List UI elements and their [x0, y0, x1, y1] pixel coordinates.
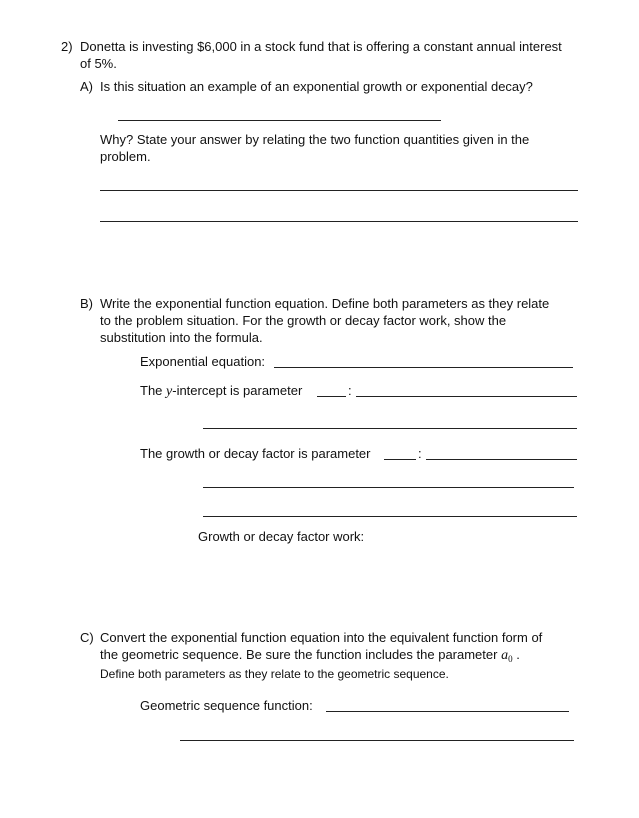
part-a-why-line2: problem.: [100, 149, 151, 164]
growth-factor-parameter-blank[interactable]: [384, 459, 416, 460]
y-intercept-label-post: -intercept is parameter: [172, 383, 303, 398]
part-b-line3: substitution into the formula.: [100, 330, 263, 345]
y-intercept-parameter-blank[interactable]: [317, 396, 346, 397]
problem-number: 2): [61, 39, 73, 54]
geometric-sequence-line-2[interactable]: [180, 740, 574, 741]
geometric-sequence-label: Geometric sequence function:: [140, 698, 313, 713]
problem-statement-line2: of 5%.: [80, 56, 117, 71]
part-c-label: C): [80, 630, 94, 645]
part-c-line3: Define both parameters as they relate to the geometric sequence.: [100, 667, 449, 681]
a0-var: a: [501, 648, 509, 663]
y-intercept-colon: :: [348, 383, 352, 398]
part-b-line2: to the problem situation. For the growth or decay factor work, show the: [100, 313, 507, 328]
factor-work-label: Growth or decay factor work:: [198, 529, 365, 544]
y-intercept-definition-line-2[interactable]: [203, 428, 577, 429]
y-intercept-label-pre: The: [140, 383, 167, 398]
part-c-line2: [100, 646, 520, 668]
part-b-line1: Write the exponential function equation. Define both parameters as they relate: [100, 296, 550, 311]
exponential-equation-label: Exponential equation:: [140, 354, 266, 369]
part-c-line2-text: the geometric sequence. Be sure the function includes the parameter: [100, 647, 498, 662]
part-a-why-answer-line-1[interactable]: [100, 190, 578, 191]
growth-factor-colon: :: [418, 446, 422, 461]
exponential-equation-line[interactable]: [274, 367, 573, 368]
part-a-why-line1: Why? State your answer by relating the two function quantities given in the: [100, 132, 530, 147]
growth-factor-definition-line-2[interactable]: [203, 487, 574, 488]
part-c-line1: Convert the exponential function equation into the equivalent function form of: [100, 630, 543, 645]
growth-factor-definition-line-3[interactable]: [203, 516, 577, 517]
a0-subscript: 0: [508, 654, 513, 664]
geometric-sequence-line[interactable]: [326, 711, 569, 712]
y-intercept-definition-line[interactable]: [356, 396, 577, 397]
growth-factor-definition-line[interactable]: [426, 459, 577, 460]
part-a-question: Is this situation an example of an exponential growth or exponential decay?: [100, 79, 533, 94]
y-variable: y: [166, 384, 173, 399]
part-a-why-answer-line-2[interactable]: [100, 221, 578, 222]
problem-statement-line1: Donetta is investing $6,000 in a stock fund that is offering a constant annual interest: [80, 39, 562, 54]
part-b-label: B): [80, 296, 93, 311]
part-a-label: A): [80, 79, 93, 94]
growth-factor-label: The growth or decay factor is parameter: [140, 446, 371, 461]
part-a-answer-line[interactable]: [118, 120, 441, 121]
a0-tail: .: [516, 647, 520, 662]
y-intercept-label: [140, 382, 302, 400]
a0-parameter: [501, 648, 513, 663]
